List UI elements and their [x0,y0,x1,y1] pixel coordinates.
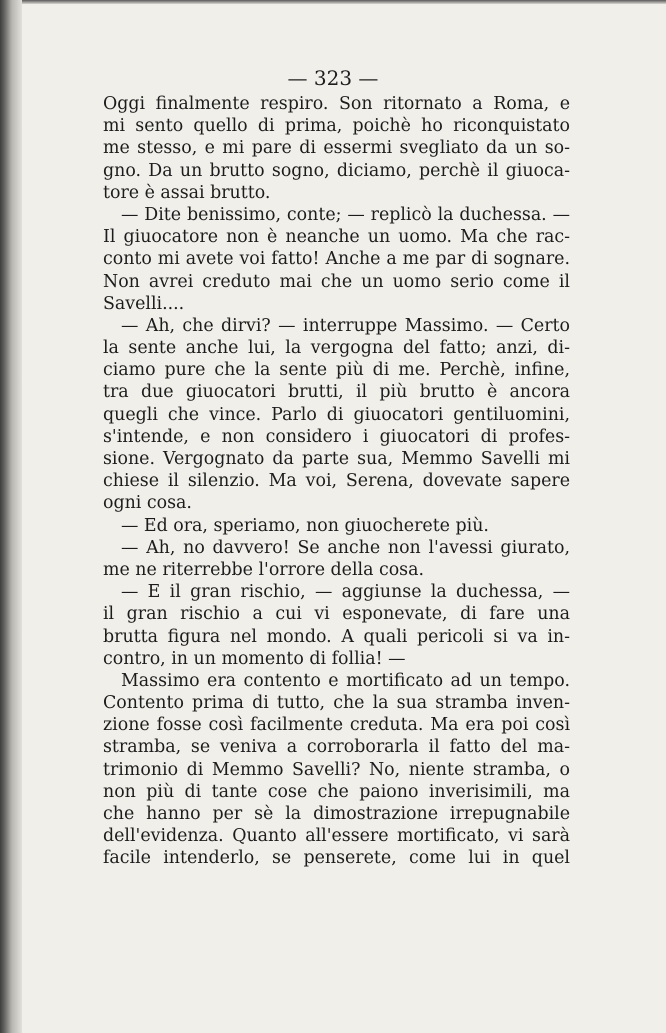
page-number: — 323 — [287,66,379,90]
text-line: zione fosse così facilmente creduta. Ma era poi così [103,715,570,736]
text-line: tra due giuocatori brutti, il più brutto è ancora [103,382,570,403]
text-line: — Ed ora, speriamo, non giuocherete più. [121,515,489,536]
text-line: tore è assai brutto. [103,182,271,203]
text-line: dell'evidenza. Quanto all'essere mortificato, vi sarà [103,826,570,847]
text-line: trimonio di Memmo Savelli? No, niente stramba, o [103,759,570,780]
text-line: facile intenderlo, se penserete, come lui in quel [103,848,570,869]
text-line: Contento prima di tutto, che la sua stramba inven- [103,693,570,714]
text-line: — Ah, che dirvi? — interruppe Massimo. — Certo [121,315,570,336]
page-top-edge [22,0,666,4]
text-line: me ne riterrebbe l'orrore della cosa. [103,559,425,580]
text-line: ciamo pure che la sente più di me. Perchè, infine, [103,360,570,381]
text-line: gno. Da un brutto sogno, diciamo, perchè il giuoca- [103,160,570,181]
text-line: chiese il silenzio. Ma voi, Serena, dovevate sapere [103,471,570,492]
text-line: contro, in un momento di follia! — [103,648,406,669]
text-line: non più di tante cose che paiono inverisimili, ma [103,781,570,802]
text-line: brutta figura nel mondo. A quali pericoli si va in- [103,626,570,647]
text-line: ogni cosa. [103,493,192,514]
text-line: — E il gran rischio, — aggiunse la duchessa, — [121,582,570,603]
text-line: conto mi avete voi fatto! Anche a me par di sognare. [103,249,570,270]
text-line: che hanno per sè la dimostrazione irrepugnabile [103,804,570,824]
text-line: mi sento quello di prima, poichè ho riconquistato [103,116,570,137]
binding-shadow [0,0,22,1033]
text-line: — Dite benissimo, conte; — replicò la duchessa. — [121,204,570,225]
text-line: Non avrei creduto mai che un uomo serio come il [103,271,570,292]
text-line: quegli che vince. Parlo di giuocatori gentiluomini, [103,404,570,425]
body-text [103,93,570,870]
text-line: Oggi finalmente respiro. Son ritornato a Roma, e [103,94,570,114]
text-line: il gran rischio a cui vi esponevate, di fare una [103,604,570,625]
text-line: Massimo era contento e mortificato ad un tempo. [121,670,570,691]
text-line: — Ah, no davvero! Se anche non l'avessi giurato, [121,537,570,558]
text-line: Il giuocatore non è neanche un uomo. Ma che rac- [103,227,570,248]
text-line: sione. Vergognato da parte sua, Memmo Savelli mi [103,449,570,469]
text-line: stramba, se veniva a corroborarla il fatto del ma- [103,737,570,758]
text-line: s'intende, e non considero i giuocatori di profes- [103,426,570,447]
text-line: la sente anche lui, la vergogna del fatto; anzi, di- [103,338,570,359]
text-line: Savelli.... [103,293,185,314]
text-line: me stesso, e mi pare di essermi svegliato da un so- [103,138,570,159]
